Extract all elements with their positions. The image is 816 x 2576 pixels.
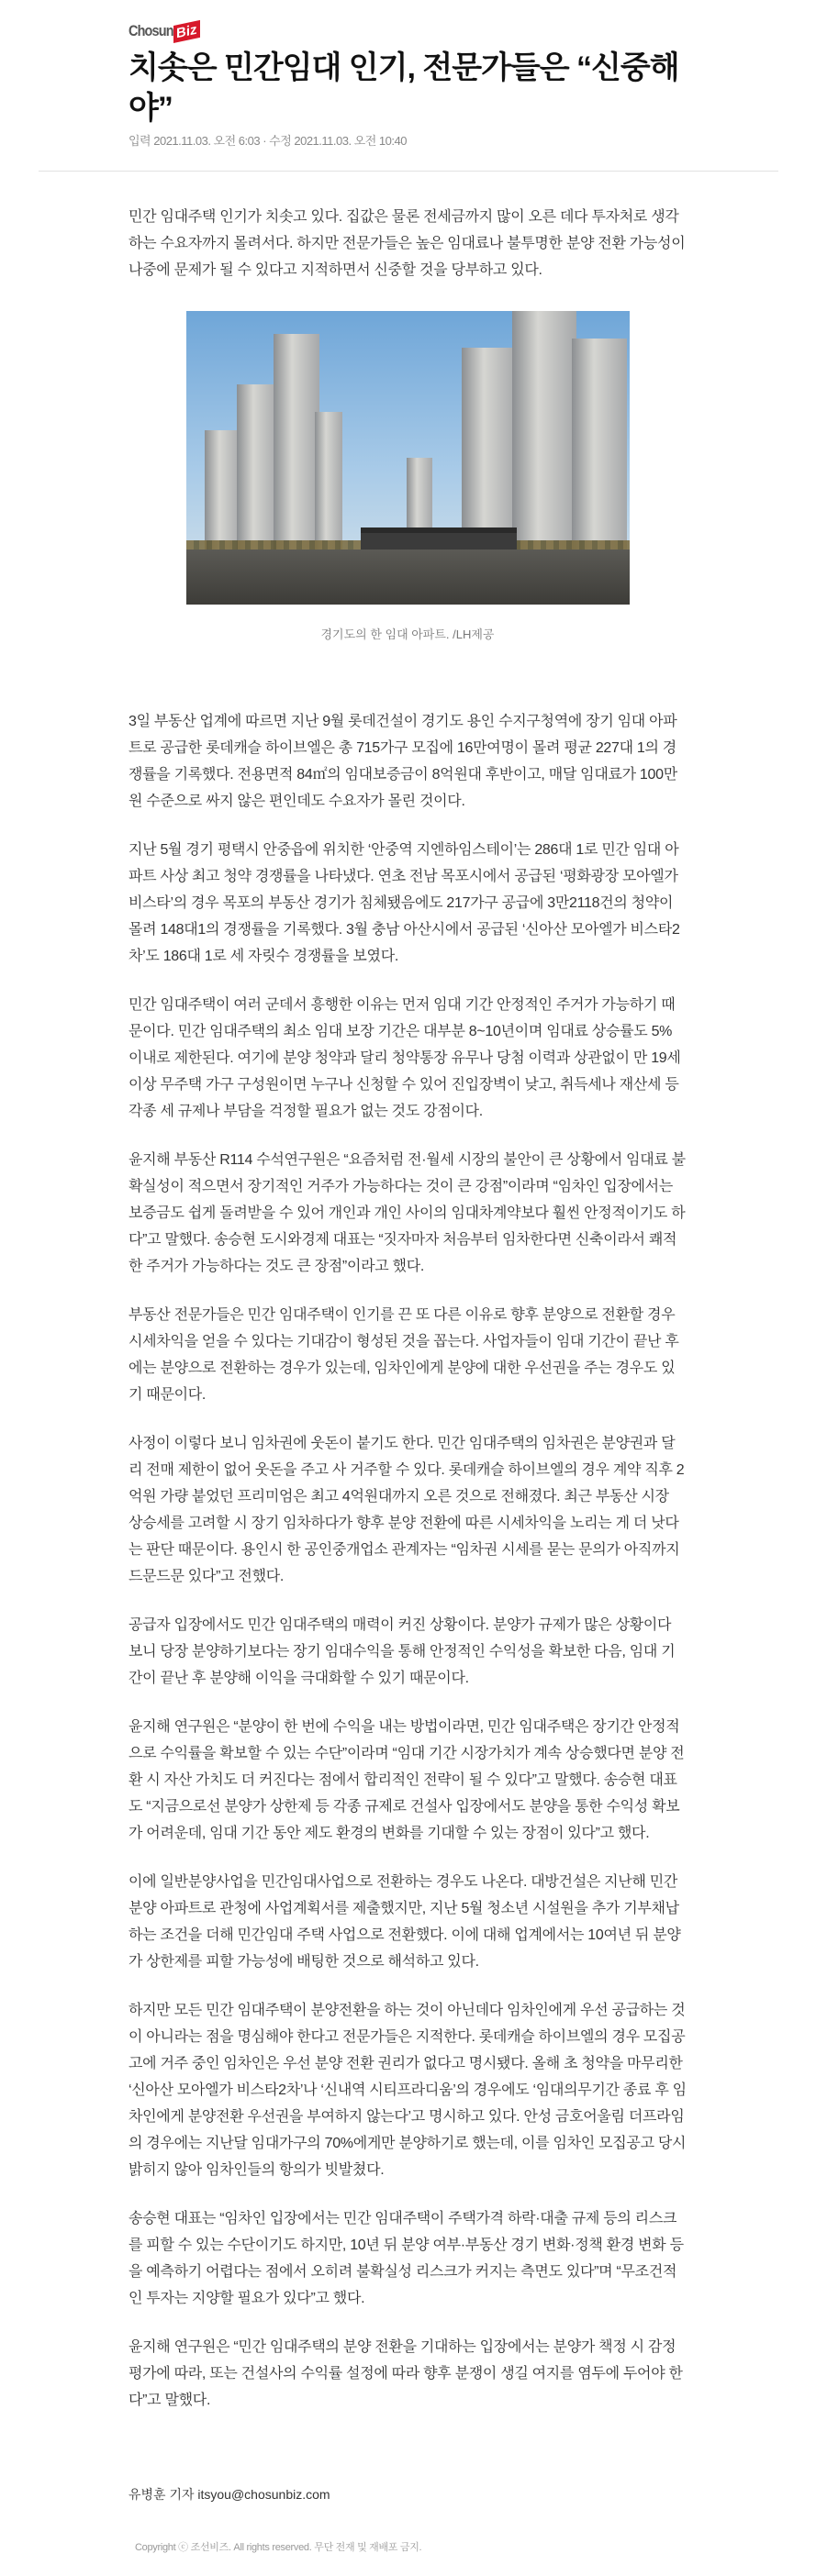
logo-badge: Biz [173, 20, 200, 43]
article-paragraph: 민간 임대주택이 여러 군데서 흥행한 이유는 먼저 임대 기간 안정적인 주거가 가능하기 때문이다. 민간 임대주택의 최소 임대 보장 기간은 대부분 8~10년이며 임대료 상승률도 5% 이내로 제한된다. 여기에 분양 청약과 달리 청약통장 유무나 당첨 이력과 상관없이 만 19세 이상 무주택 가구 구성원이면 누구나 신청할 수 있어 진입장벽이 낮고, 취득세나 재산세 등 각종 세 규제나 부담을 걱정할 필요가 없는 것도 강점이다. [129, 997, 681, 1119]
logo-text: Chosun [129, 22, 173, 39]
article-timestamp: 입력 2021.11.03. 오전 6:03 · 수정 2021.11.03. 오전 10:40 [129, 134, 407, 148]
article-title: 치솟은 민간임대 인기, 전문가들은 “신중해야” [129, 50, 679, 126]
article-figure [129, 311, 687, 642]
article-body [129, 204, 687, 2504]
copyright-notice: Copyright ⓒ 조선비즈. All rights reserved. 무단 전재 및 재배포 금지. [135, 2542, 422, 2553]
header-divider [39, 171, 778, 172]
article-paragraph: 3일 부동산 업계에 따르면 지난 9월 롯데건설이 경기도 용인 수지구청역에 장기 임대 아파트로 공급한 롯데캐슬 하이브엘은 총 715가구 모집에 16만여명이 몰려 평균 227대 1의 경쟁률을 기록했다. 전용면적 84㎡의 임대보증금이 8억원대 후반이고, 매달 임대료가 100만원 수준으로 싸지 않은 편인데도 수요자가 몰린 것이다. [129, 714, 677, 809]
article-paragraph: 윤지해 연구원은 “분양이 한 번에 수익을 내는 방법이라면, 민간 임대주택은 장기간 안정적으로 수익률을 확보할 수 있는 수단”이라며 “임대 기간 시장가치가 계속 상승했다면 분양 전환 시 자산 가치도 더 커진다는 점에서 합리적인 전략이 될 수 있다”고 말했다. 송승현 대표도 “지금으로선 분양가 상한제 등 각종 규제로 건설사 입장에서도 분양을 통한 수익성 확보가 어려운데, 임대 기간 동안 제도 환경의 변화를 기대할 수 있는 장점이 있다”고 했다. [129, 1719, 685, 1841]
chosunbiz-logo[interactable] [129, 17, 200, 40]
article-paragraph: 부동산 전문가들은 민간 임대주택이 인기를 끈 또 다른 이유로 향후 분양으로 전환할 경우 시세차익을 얻을 수 있다는 기대감이 형성된 것을 꼽는다. 사업자들이 임대 기간이 끝난 후에는 분양으로 전환하는 경우가 있는데, 임차인에게 분양에 대한 우선권을 주는 경우도 있기 때문이다. [129, 1307, 679, 1403]
apartment-photo [186, 311, 630, 605]
article-paragraph: 송승현 대표는 “임차인 입장에서는 민간 임대주택이 주택가격 하락·대출 규제 등의 리스크를 피할 수 있는 수단이기도 하지만, 10년 뒤 분양 여부·부동산 경기 변화·정책 환경 변화 등을 예측하기 어렵다는 점에서 오히려 불확실성 리스크가 커지는 측면도 있다”며 “무조건적인 투자는 지양할 필요가 있다”고 했다. [129, 2211, 684, 2306]
article-paragraph: 이에 일반분양사업을 민간임대사업으로 전환하는 경우도 나온다. 대방건설은 지난해 민간분양 아파트로 관청에 사업계획서를 제출했지만, 지난 5월 청소년 시설원을 추가 기부채납하는 조건을 더해 민간임대 주택 사업으로 전환했다. 이에 대해 업계에서는 10여년 뒤 분양가 상한제를 피할 가능성에 배팅한 것으로 해석하고 있다. [129, 1874, 681, 1970]
reporter-byline: 유병훈 기자 itsyou@chosunbiz.com [129, 2487, 330, 2502]
article-paragraph: 하지만 모든 민간 임대주택이 분양전환을 하는 것이 아닌데다 임차인에게 우선 공급하는 것이 아니라는 점을 명심해야 한다고 전문가들은 지적한다. 롯데캐슬 하이브엘의 경우 모집공고에 거주 중인 임차인은 우선 분양 전환 권리가 없다고 명시됐다. 올해 초 청약을 마무리한 ‘신아산 모아엘가 비스타2차’나 ‘신내역 시티프라디움’의 경우에도 ‘임대의무기간 종료 후 임차인에게 분양전환 우선권을 부여하지 않는다’고 명시하고 있다. 안성 금호어울림 더프라임의 경우에는 지난달 임대가구의 70%에게만 분양하기로 했는데, 이를 임차인 모집공고 당시 밝히지 않아 임차인들의 항의가 빗발쳤다. [129, 2003, 687, 2178]
article-paragraph: 지난 5월 경기 평택시 안중읍에 위치한 ‘안중역 지엔하임스테이’는 286대 1로 민간 임대 아파트 사상 최고 청약 경쟁률을 나타냈다. 연초 전남 목포시에서 공급된 ‘평화광장 모아엘가 비스타’의 경우 목포의 부동산 경기가 침체됐음에도 217가구 공급에 3만2118건의 청약이 몰려 148대1의 경쟁률을 기록했다. 3월 충남 아산시에서 공급된 ‘신아산 모아엘가 비스타2차’도 186대 1로 세 자릿수 경쟁률을 보였다. [129, 842, 680, 964]
article-lead: 민간 임대주택 인기가 치솟고 있다. 집값은 물론 전세금까지 많이 오른 데다 투자처로 생각하는 수요자까지 몰려서다. 하지만 전문가들은 높은 임대료나 불투명한 분양 전환 가능성이 나중에 문제가 될 수 있다고 지적하면서 신중할 것을 당부하고 있다. [129, 209, 686, 278]
article-paragraph: 윤지해 부동산 R114 수석연구원은 “요즘처럼 전·월세 시장의 불안이 큰 상황에서 임대료 불확실성이 적으면서 장기적인 거주가 가능하다는 것이 큰 강점”이라며 “임차인 입장에서는 보증금도 쉽게 돌려받을 수 있어 개인과 개인 사이의 임대차계약보다 훨씬 안정적이기도 하다”고 말했다. 송승현 도시와경제 대표는 “짓자마자 처음부터 임차한다면 신축이라서 쾌적한 주거가 가능하다는 것도 큰 장점”이라고 했다. [129, 1152, 686, 1274]
article-paragraph: 사정이 이렇다 보니 임차권에 웃돈이 붙기도 한다. 민간 임대주택의 임차권은 분양권과 달리 전매 제한이 없어 웃돈을 주고 사 거주할 수 있다. 롯데캐슬 하이브엘의 경우 계약 직후 2억원 가량 붙었던 프리미엄은 최고 4억원대까지 오른 것으로 전해졌다. 최근 부동산 시장 상승세를 고려할 시 장기 임차하다가 향후 분양 전환에 따른 시세차익을 노리는 게 더 낫다는 판단 때문이다. 용인시 한 공인중개업소 관계자는 “임차권 시세를 묻는 문의가 아직까지 드문드문 있다”고 전했다. [129, 1436, 685, 1584]
article-paragraph: 윤지해 연구원은 “민간 임대주택의 분양 전환을 기대하는 입장에서는 분양가 책정 시 감정평가에 따라, 또는 건설사의 수익률 설정에 따라 향후 분쟁이 생길 여지를 염두에 두어야 한다”고 말했다. [129, 2339, 683, 2408]
article-paragraph: 공급자 입장에서도 민간 임대주택의 매력이 커진 상황이다. 분양가 규제가 많은 상황이다 보니 당장 분양하기보다는 장기 임대수익을 통해 안정적인 수익성을 확보한 다음, 임대 기간이 끝난 후 분양해 이익을 극대화할 수 있기 때문이다. [129, 1617, 676, 1686]
image-caption: 경기도의 한 임대 아파트. /LH제공 [320, 627, 495, 641]
